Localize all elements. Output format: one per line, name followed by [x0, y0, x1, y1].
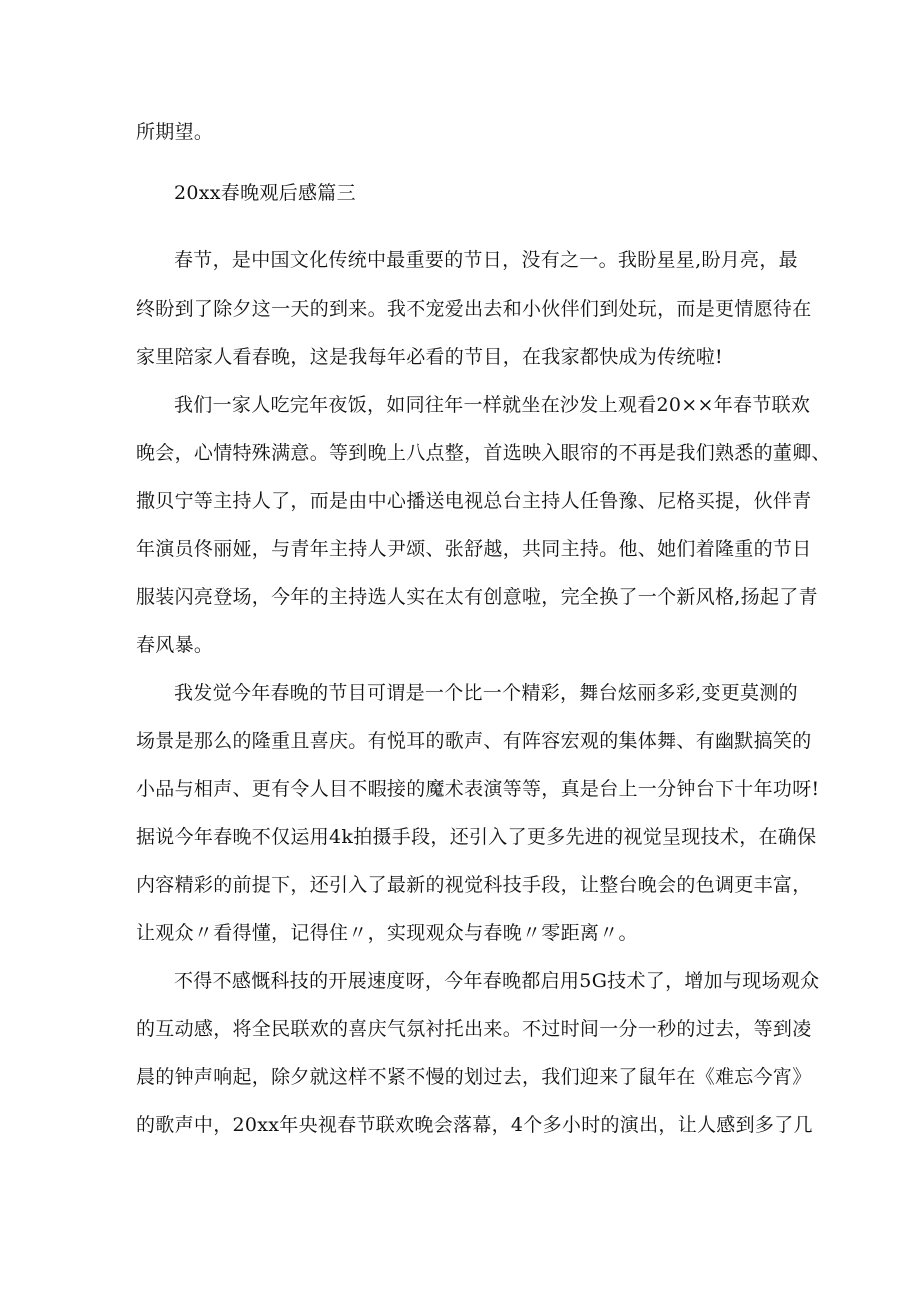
paragraph-line: 撒贝宁等主持人了，而是由中心播送电视总台主持人任鲁豫、尼格买提，伙伴青	[136, 490, 812, 512]
paragraph-line: 终盼到了除夕这一天的到来。我不宠爱出去和小伙伴们到处玩，而是更情愿待在	[136, 298, 812, 320]
paragraph-line: 让观众〃看得懂，记得住〃，实现观众与春晚〃零距离〃。	[136, 922, 638, 944]
paragraph-line: 家里陪家人看春晚，这是我每年必看的节目，在我家都快成为传统啦!	[136, 346, 723, 368]
continuation-text: 所期望。	[136, 121, 214, 143]
paragraph-line: 春节，是中国文化传统中最重要的节日，没有之一。我盼星星,盼月亮，最	[174, 249, 798, 271]
paragraph-line: 我们一家人吃完年夜饭，如同往年一样就坐在沙发上观看20××年春节联欢	[174, 394, 811, 416]
paragraph-line: 服装闪亮登场，今年的主持选人实在太有创意啦，完全换了一个新风格,扬起了青	[136, 586, 818, 608]
paragraph-line: 晚会，心情特殊满意。等到晚上八点整，首选映入眼帘的不再是我们熟悉的董卿、	[136, 442, 831, 464]
paragraph-line: 年演员佟丽娅，与青年主持人尹颂、张舒越，共同主持。他、她们着隆重的节日	[136, 538, 812, 560]
section-heading: 20xx春晚观后感篇三	[174, 182, 356, 204]
paragraph-line: 不得不感慨科技的开展速度呀，今年春晚都启用5G技术了，增加与现场观众	[174, 970, 820, 992]
paragraph-line: 的互动感，将全民联欢的喜庆气氛衬托出来。不过时间一分一秒的过去，等到凌	[136, 1018, 812, 1040]
paragraph-line: 晨的钟声响起，除夕就这样不紧不慢的划过去，我们迎来了鼠年在《难忘今宵》	[136, 1066, 812, 1088]
paragraph-line: 小品与相声、更有令人目不暇接的魔术表演等等，真是台上一分钟台下十年功呀!	[136, 778, 820, 800]
paragraph-line: 据说今年春晚不仅运用4k拍摄手段，还引入了更多先进的视觉呈现技术，在确保	[136, 826, 817, 848]
paragraph-line: 的歌声中，20xx年央视春节联欢晚会落幕，4个多小时的演出，让人感到多了几	[136, 1114, 813, 1136]
paragraph-line: 场景是那么的隆重且喜庆。有悦耳的歌声、有阵容宏观的集体舞、有幽默搞笑的	[136, 730, 812, 752]
paragraph-line: 内容精彩的前提下，还引入了最新的视觉科技手段，让整台晚会的色调更丰富，	[136, 874, 812, 896]
paragraph-line: 春风暴。	[136, 634, 214, 656]
paragraph-line: 我发觉今年春晚的节目可谓是一个比一个精彩，舞台炫丽多彩,变更莫测的	[174, 682, 798, 704]
